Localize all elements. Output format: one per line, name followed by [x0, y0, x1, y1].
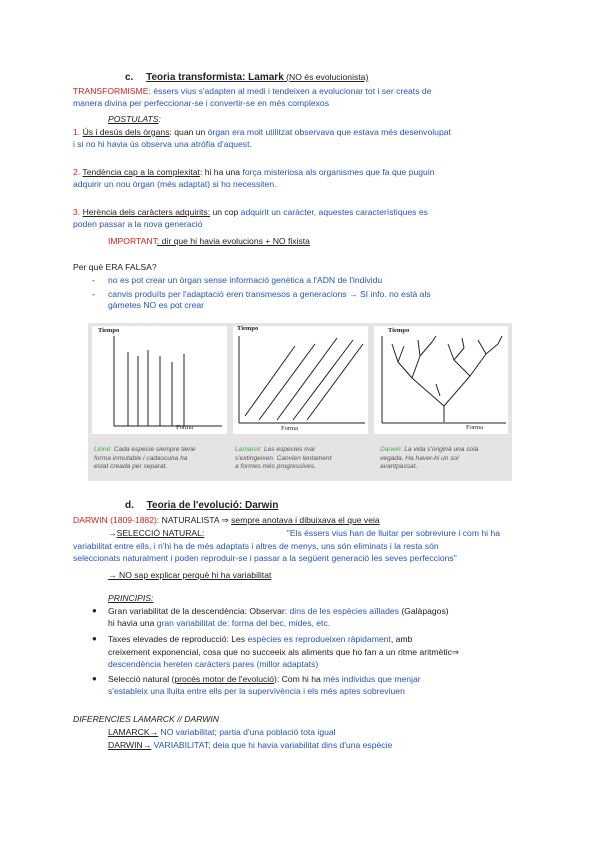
caption-darwin	[380, 446, 478, 472]
principi-3	[108, 674, 421, 697]
section-letter: d.	[125, 500, 134, 511]
postulat-3-b: adquirit un caràcter, aquestes característiques es	[240, 207, 428, 217]
darwin-tree-diagram	[374, 326, 508, 434]
list-item-text: no es pot crear un òrgan sense informació genètica a l'ADN de l'individu	[108, 275, 383, 285]
axis-label-time: Tiempo	[388, 327, 410, 334]
sempre-text: sempre anotava i dibuixava el que veia	[231, 515, 380, 525]
difference-darwin	[108, 740, 392, 750]
difference-darwin-label: DARWIN→	[108, 740, 152, 750]
principi-1-e: gran variabilitat de: forma del bec, mides, etc.	[156, 617, 331, 628]
list-item: - canvis produïts per l'adaptació eren transmesos a generacions → SI info. no està als	[92, 288, 431, 299]
principi-2-a: Taxes elevades de reproducció: Les	[108, 634, 248, 644]
bullet-dot: ●	[92, 674, 97, 683]
darwin-name-years: DARWIN (1809-1882)	[73, 515, 157, 525]
principi-3-c: ): Com hi ha	[273, 674, 324, 684]
difference-lamarck	[108, 727, 336, 737]
no-sap-note: → NO sap explicar perquè hi ha variabilitat	[108, 570, 272, 580]
axis-label-time: Tiempo	[98, 327, 120, 334]
why-false-heading: Per què ERA FALSA?	[73, 262, 157, 272]
darwin-intro	[73, 515, 380, 526]
caption-text: vegada. Ha haver-hi un sol	[380, 454, 459, 462]
seleccio-quote-3: seleccionats naturalment i poden reproduir-se i passar a la següent generació les seves perfeccions"	[73, 552, 457, 563]
principi-1-b: dins de les espècies aïllades	[289, 606, 399, 616]
postulats-label: POSTULATS	[108, 114, 159, 124]
postulat-2-label: Tendència cap a la complexitat	[82, 167, 200, 177]
postulat-1-b: òrgan era molt utilitzat observava que estava més desenvolupat	[207, 127, 451, 137]
caption-lamarck	[235, 446, 332, 472]
important-text: : dir que hi havia evolucions + NO fixista	[156, 236, 310, 246]
axis-label-form: Forma	[281, 425, 298, 432]
transformisme-label: TRANSFORMISME	[73, 86, 149, 96]
figure-panel-linne	[92, 326, 227, 434]
postulat-2-b: força misteriosa als organismes que fa que puguin	[242, 167, 435, 177]
principis-heading: PRINCIPIS:	[108, 593, 154, 603]
caption-text: estat creada per separat.	[94, 463, 168, 471]
axis-label-form: Forma	[466, 424, 483, 431]
difference-darwin-text: VARIABILITAT; deia que hi havia variabilitat dins d'una espècie	[151, 740, 393, 750]
transformisme-paragraph	[73, 86, 431, 109]
caption-text: forma inmutable i cadascuna ha	[94, 454, 188, 462]
postulat-1-c: i si no hi havia ús observa una atròfia d'aquest.	[73, 138, 252, 149]
section-d-heading	[125, 500, 278, 511]
arrow: →	[108, 528, 117, 538]
section-title: Teoria de l'evolució: Darwin	[146, 500, 279, 511]
seleccio-quote-1: "Els éssers vius han de lluitar per sobreviure i com hi ha	[286, 528, 500, 538]
postulat-2-c: adquirir un nou òrgan (més adaptat) si ho necessiten.	[73, 178, 277, 189]
principi-3-d: més individus que menjar	[323, 674, 421, 684]
principi-3-b: procés motor de l'evolució	[174, 674, 274, 684]
postulat-1-a: : quan un	[169, 127, 208, 137]
axis-label-form: Forma	[176, 424, 193, 431]
caption-text: a formes més progressives.	[235, 463, 316, 471]
principi-1-c: (Galàpagos)	[398, 606, 449, 616]
seleccio-label: SELECCIÓ NATURAL:	[116, 528, 205, 538]
linne-diagram	[92, 326, 227, 434]
list-item-text: gàmetes NO es pot crear	[108, 300, 205, 311]
caption-lead: Linné:	[94, 446, 112, 453]
principi-1-a: Gran variabilitat de la descendència: Observar:	[108, 606, 290, 616]
principi-2-line-1	[108, 634, 500, 646]
bullet-dot: ●	[92, 606, 97, 615]
evolution-models-figure	[88, 323, 512, 481]
lamarck-diagram	[233, 326, 368, 434]
postulat-1-label: Ús i desús dels òrgans	[82, 127, 170, 137]
principi-2-b: espècies es reprodueixen ràpidament	[247, 634, 391, 644]
postulat-1-number: 1.	[73, 127, 81, 137]
principi-3-a: Selecció natural (	[108, 674, 175, 684]
why-false-list	[92, 275, 431, 312]
list-item-continuation	[92, 300, 431, 312]
caption-linne	[94, 446, 196, 472]
principi-1-d: hi havia una	[108, 617, 157, 628]
section-c-heading	[125, 72, 368, 83]
caption-lead: Lamarck:	[235, 446, 263, 453]
postulats-heading	[108, 114, 161, 124]
postulat-3-label: Herència dels caràcters adquirits:	[82, 207, 211, 217]
section-title-note: (NO és evolucionista)	[283, 72, 369, 82]
caption-text: s'extingeixen. Canvien lentament	[235, 454, 332, 462]
section-title: Teoria transformista: Lamark	[146, 72, 284, 83]
axis-label-time: Tiempo	[237, 325, 259, 332]
transformisme-text: : éssers vius s'adapten al medi i tendeixen a evolucionar tot i ser creats de	[148, 86, 432, 96]
postulat-1	[73, 127, 451, 150]
principi-2	[108, 634, 500, 671]
seleccio-quote-2: variabilitat entre ells, i n'hi ha de més adaptats i altres de menys, uns són eliminats i la resta són	[73, 541, 439, 551]
postulats-colon: :	[158, 114, 161, 124]
differences-heading: DIFERENCIES LAMARCK // DARWIN	[73, 714, 219, 724]
postulat-3	[73, 207, 428, 230]
caption-text: Cada especie siempre tiene	[111, 446, 196, 453]
important-label: IMPORTANT	[108, 236, 157, 246]
transformisme-text-2: manera divina per perfeccionar-se i convertir-se en més complexos	[73, 97, 330, 108]
principi-2-e: descendència hereten caràcters pares (millor adaptats)	[108, 659, 319, 670]
principi-1	[108, 606, 449, 629]
caption-text: La vida s'originà una sola	[402, 446, 479, 453]
principi-2-d: creixement exponencial, cosa que no succeeix als aliments que ho fan a un ritme aritmètic⇒	[108, 646, 460, 657]
principi-3-e: s'estableix una lluita entre ells per la supervivència i els més aptes sobreviuen	[108, 685, 405, 696]
list-item: - no es pot crear un òrgan sense informació genètica a l'ADN de l'individu	[92, 275, 383, 285]
principi-2-c: , amb	[390, 634, 413, 644]
caption-text: Les especies mai	[262, 446, 315, 453]
postulat-3-a: un cop	[210, 207, 241, 217]
difference-lamarck-text: NO variabilitat; partia d'una població tota igual	[158, 727, 336, 737]
postulat-2-number: 2.	[73, 167, 81, 177]
naturalista-text: : NATURALISTA ⇒	[156, 515, 232, 525]
seleccio-heading-line	[108, 528, 500, 538]
bullet-dot: ●	[92, 634, 97, 643]
caption-lead: Darwin:	[380, 446, 403, 453]
postulat-2-a: : hi ha una	[199, 167, 243, 177]
postulat-3-c: poden passar a la nova generació	[73, 218, 203, 229]
postulat-3-number: 3.	[73, 207, 81, 217]
caption-text: avantpassat.	[380, 463, 418, 471]
section-letter: c.	[125, 72, 134, 83]
list-item-text: canvis produïts per l'adaptació eren transmesos a generacions → SI info. no està als	[108, 288, 431, 299]
postulat-2	[73, 167, 435, 190]
difference-lamarck-label: LAMARCK→	[108, 727, 159, 737]
important-note	[108, 236, 310, 246]
seleccio-quote	[73, 541, 457, 564]
figure-panel-darwin	[374, 326, 508, 434]
figure-panel-lamarck	[233, 326, 368, 434]
